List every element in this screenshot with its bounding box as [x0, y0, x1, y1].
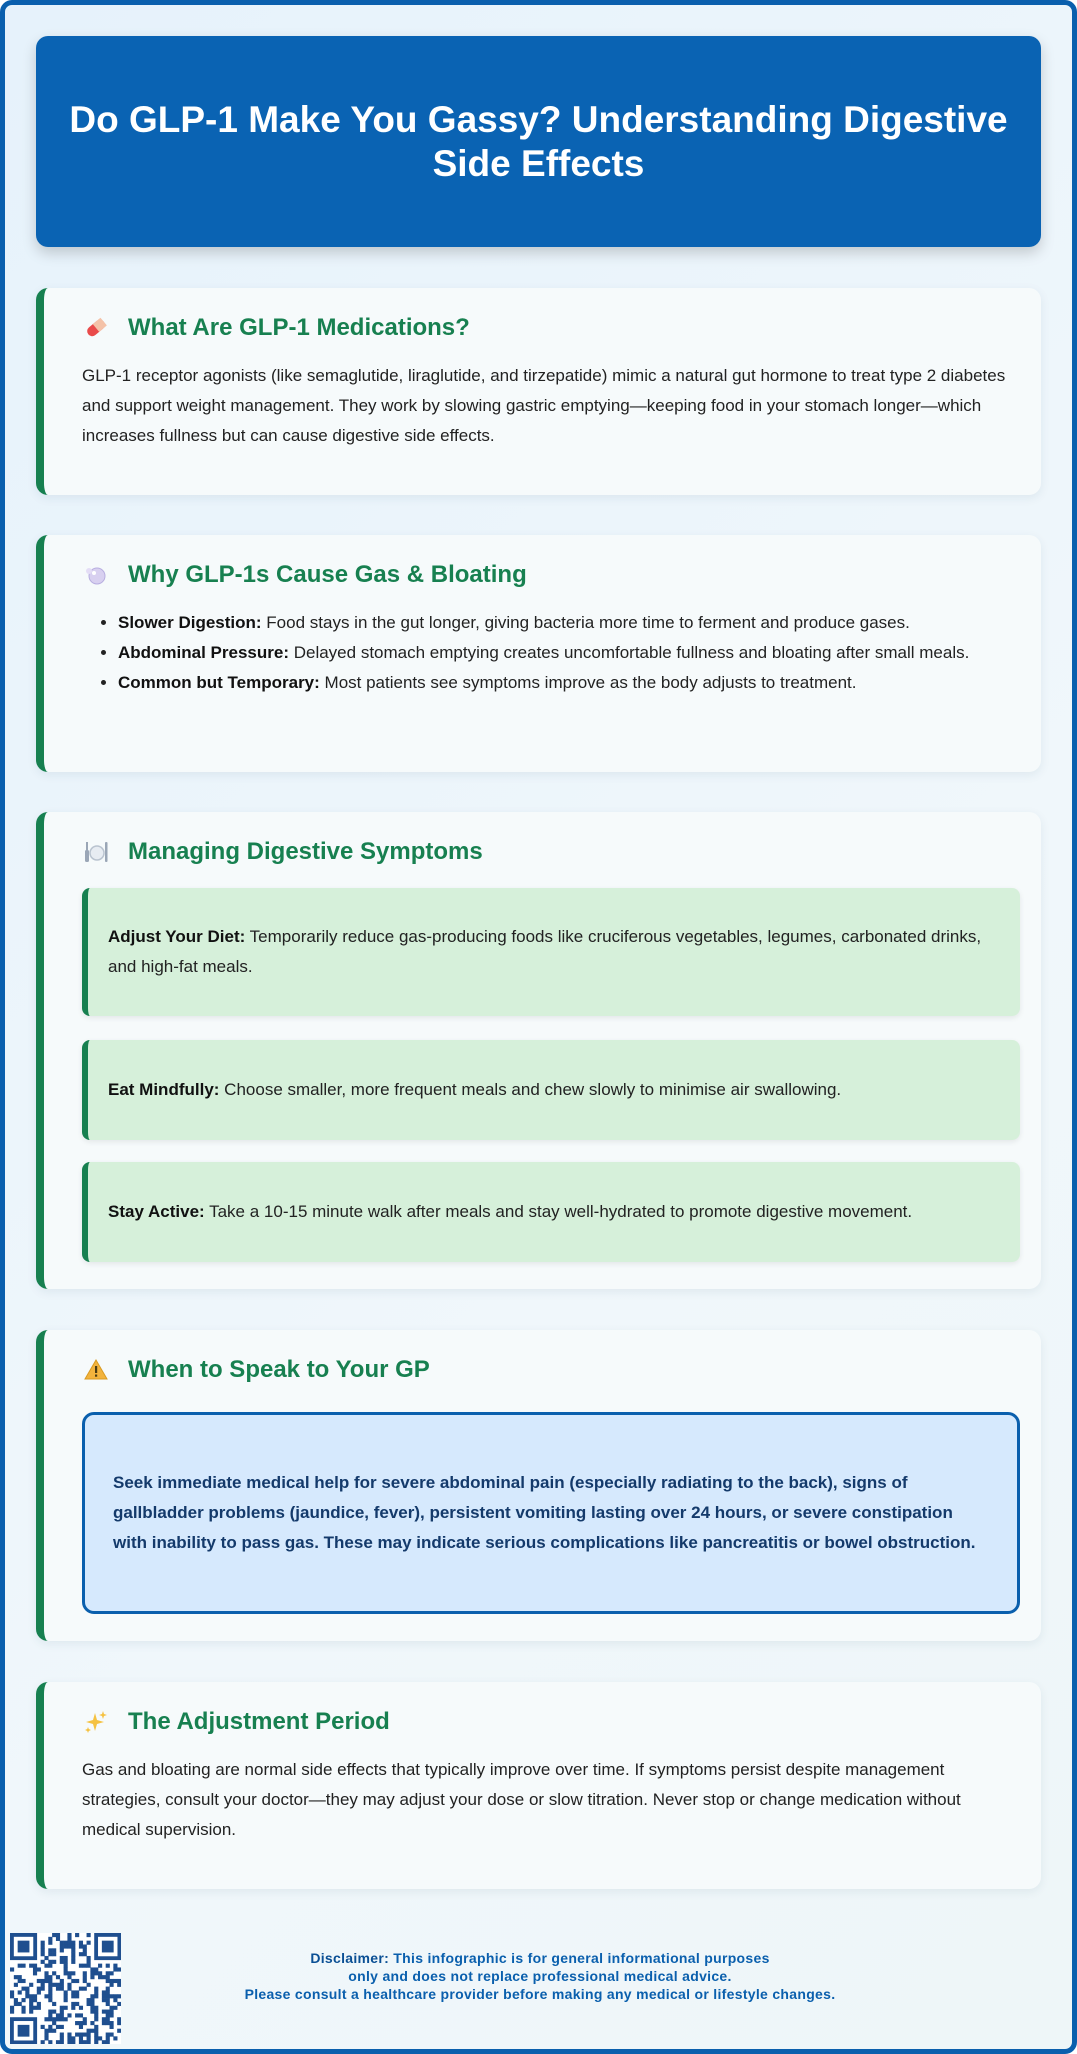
item-text: Most patients see symptoms improve as the body adjusts to treatment. — [319, 673, 857, 692]
card-why-gas — [36, 535, 1041, 772]
tip-label: Eat Mindfully: — [108, 1080, 220, 1099]
card-speak-to-gp — [36, 1330, 1041, 1641]
disclaimer-line-3: Please consult a healthcare provider before making any medical or lifestyle changes. — [244, 1986, 836, 2002]
card-title: Why GLP-1s Cause Gas & Bloating — [128, 561, 527, 588]
card-body: Gas and bloating are normal side effects that typically improve over time. If symptoms persist despite management strategies, consult your doctor—they may adjust your dose or slow titration. Never stop or change medication without medical supervision. — [82, 1760, 961, 1839]
alert-text: Seek immediate medical help for severe abdominal pain (especially radiating to the back), signs of gallbladder problems (jaundice, fever), persistent vomiting lasting over 24 hours, or severe constipation with inability to pass gas. These may indicate serious complications like pancreatitis or bowel obstruction. — [113, 1473, 976, 1552]
plate-icon — [82, 838, 110, 866]
sparkles-icon — [82, 1708, 110, 1736]
tip-text — [108, 922, 992, 982]
list-item — [118, 608, 1001, 638]
alert-box — [82, 1412, 1020, 1614]
bubbles-icon — [82, 561, 110, 589]
tip-stay-active — [82, 1162, 1020, 1262]
page-title: Do GLP-1 Make You Gassy? Understanding Digestive Side Effects — [69, 98, 1008, 184]
card-title-row — [82, 1356, 430, 1384]
card-adjustment-period — [36, 1682, 1041, 1889]
disclaimer-label: Disclaimer: — [310, 1950, 390, 1966]
card-title: What Are GLP-1 Medications? — [128, 314, 470, 341]
disclaimer-text: This infographic is for general informational purposes — [389, 1950, 770, 1966]
warning-icon — [82, 1356, 110, 1384]
item-label: Common but Temporary: — [118, 673, 320, 692]
card-title-row — [82, 1708, 390, 1736]
tip-eat-mindfully — [82, 1040, 1020, 1140]
item-label: Slower Digestion: — [118, 613, 262, 632]
qr-code — [10, 1933, 121, 2044]
tip-adjust-diet — [82, 888, 1020, 1016]
card-title: The Adjustment Period — [128, 1708, 390, 1735]
card-managing-symptoms — [36, 812, 1041, 1289]
tip-body: Choose smaller, more frequent meals and chew slowly to minimise air swallowing. — [219, 1080, 842, 1099]
disclaimer-line-1 — [180, 1949, 900, 1967]
card-body: GLP-1 receptor agonists (like semaglutide, liraglutide, and tirzepatide) mimic a natural gut hormone to treat type 2 diabetes and support weight management. They work by slowing gastric emptying—keeping food in your stomach longer—which increases fullness but can cause digestive side effects. — [82, 366, 1006, 445]
card-title-row — [82, 561, 527, 589]
item-text: Delayed stomach emptying creates uncomfortable fullness and bloating after small meals. — [289, 643, 970, 662]
page-header — [36, 36, 1041, 247]
card-what-are-glp1 — [36, 288, 1041, 495]
disclaimer — [180, 1949, 900, 2003]
tip-label: Stay Active: — [108, 1202, 205, 1221]
card-title-row — [82, 838, 483, 866]
disclaimer-line-2: only and does not replace professional medical advice. — [348, 1968, 732, 1984]
tip-text — [108, 1197, 912, 1227]
card-title: Managing Digestive Symptoms — [128, 838, 483, 865]
list-item — [118, 668, 1001, 698]
list-item — [118, 638, 1001, 668]
tip-text — [108, 1075, 841, 1105]
reasons-list — [118, 608, 1001, 698]
item-text: Food stays in the gut longer, giving bacteria more time to ferment and produce gases. — [261, 613, 910, 632]
tip-body: Take a 10-15 minute walk after meals and stay well-hydrated to promote digestive movement. — [204, 1202, 913, 1221]
card-title: When to Speak to Your GP — [128, 1356, 430, 1383]
tip-label: Adjust Your Diet: — [108, 927, 246, 946]
item-label: Abdominal Pressure: — [118, 643, 289, 662]
tip-body: Temporarily reduce gas-producing foods like cruciferous vegetables, legumes, carbonated drinks, and high-fat meals. — [108, 927, 982, 976]
card-title-row — [82, 314, 470, 342]
pill-icon — [82, 314, 110, 342]
